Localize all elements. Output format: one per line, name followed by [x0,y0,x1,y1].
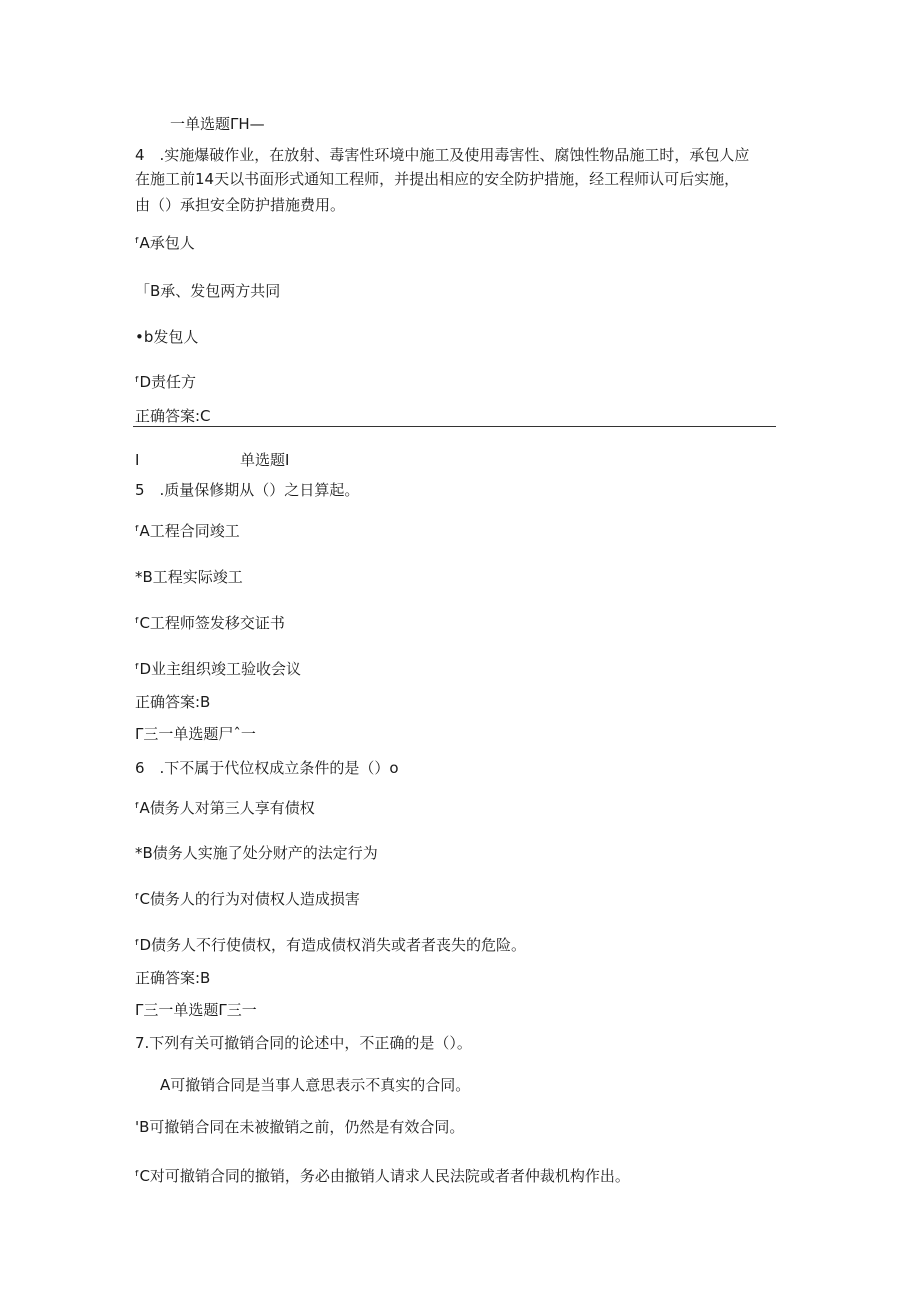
correct-answer: 正确答案:B [135,693,211,711]
question-text: 在施工前14天以书面形式通知工程师，并提出相应的安全防护措施，经工程师认可后实施， [135,170,740,188]
option-d[interactable]: ᶠD债务人不行使债权，有造成债权消失或者者丧失的危险。 [135,936,526,954]
option-b[interactable]: 「B承、发包两方共同 [135,282,281,300]
correct-answer: 正确答案:C [135,407,211,425]
option-c[interactable]: ᶠC工程师签发移交证书 [135,614,285,632]
option-c[interactable]: ᶠC对可撤销合同的撤销，务必由撤销人请求人民法院或者者仲裁机构作出。 [135,1167,630,1185]
section-header: Γ三一单选题尸ˆ一 [135,725,256,743]
option-d[interactable]: ᶠD责任方 [135,373,196,391]
section-header: 一单选题ΓH— [170,115,265,133]
option-d[interactable]: ᶠD业主组织竣工验收会议 [135,660,301,678]
option-c[interactable]: •b发包人 [135,328,199,346]
section-header: Γ三一单选题Γ三一 [135,1001,257,1019]
option-a[interactable]: A可撤销合同是当事人意思表示不真实的合同。 [160,1076,471,1094]
option-a[interactable]: ᶠA承包人 [135,234,195,252]
option-b[interactable]: *B债务人实施了处分财产的法定行为 [135,844,378,862]
question-text: 5 .质量保修期从（）之日算起。 [135,481,360,499]
option-b[interactable]: 'B可撤销合同在未被撤销之前，仍然是有效合同。 [135,1118,465,1136]
option-a[interactable]: ᶠA债务人对第三人享有债权 [135,799,315,817]
divider [133,426,776,427]
question-text: 由（）承担安全防护措施费用。 [135,196,346,214]
section-header-marker: I [135,451,140,469]
question-text: 4 .实施爆破作业，在放射、毒害性环境中施工及使用毒害性、腐蚀性物品施工时，承包人应 [135,146,750,164]
correct-answer: 正确答案:B [135,969,211,987]
section-header: 单选题I [240,451,290,469]
option-c[interactable]: ᶠC债务人的行为对债权人造成损害 [135,890,360,908]
question-text: 6 .下不属于代位权成立条件的是（）o [135,759,399,777]
option-b[interactable]: *B工程实际竣工 [135,568,243,586]
question-text: 7.下列有关可撤销合同的论述中，不正确的是（）。 [135,1034,472,1052]
option-a[interactable]: ᶠA工程合同竣工 [135,522,240,540]
